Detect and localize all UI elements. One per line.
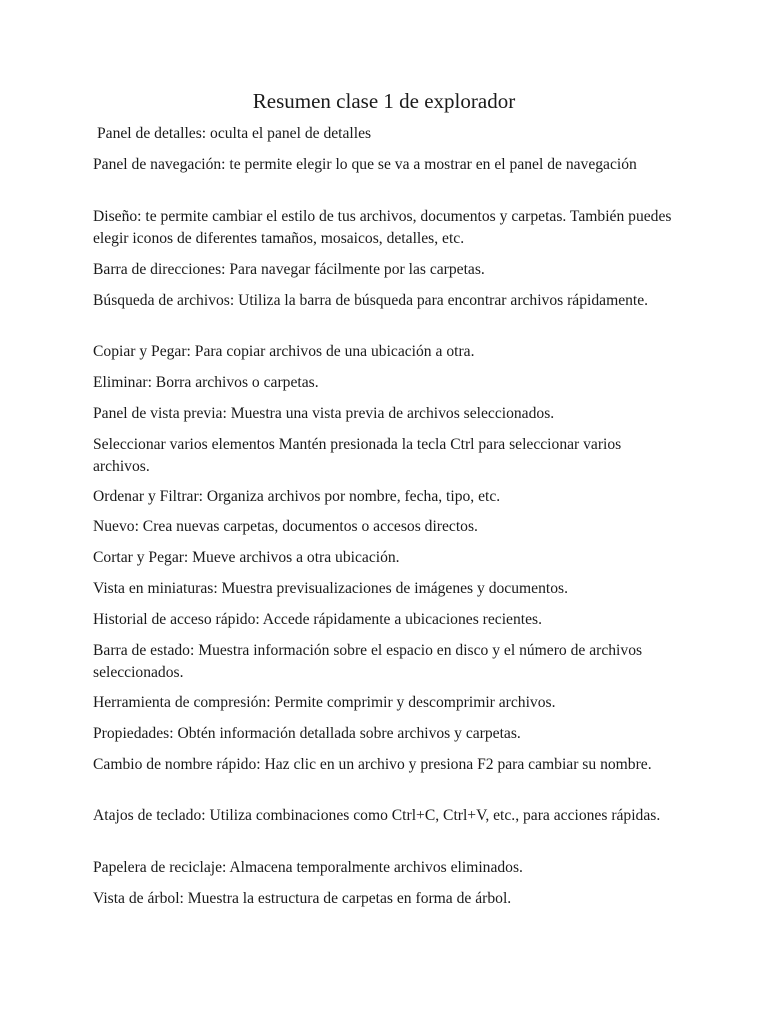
paragraph-vista-miniaturas: Vista en miniaturas: Muestra previsualizaciones de imágenes y documentos.	[93, 580, 568, 597]
paragraph-propiedades: Propiedades: Obtén información detallada sobre archivos y carpetas.	[93, 725, 521, 742]
paragraph-barra-direcciones: Barra de direcciones: Para navegar fácilmente por las carpetas.	[93, 261, 485, 278]
paragraph-panel-vista-previa: Panel de vista previa: Muestra una vista previa de archivos seleccionados.	[93, 405, 555, 422]
paragraph-cortar-pegar: Cortar y Pegar: Mueve archivos a otra ubicación.	[93, 549, 400, 566]
paragraph-panel-navegacion: Panel de navegación: te permite elegir lo que se va a mostrar en el panel de navegación	[93, 156, 637, 173]
paragraph-nuevo: Nuevo: Crea nuevas carpetas, documentos o accesos directos.	[93, 518, 478, 535]
paragraph-ordenar-filtrar: Ordenar y Filtrar: Organiza archivos por nombre, fecha, tipo, etc.	[93, 488, 501, 505]
paragraph-panel-detalles: Panel de detalles: oculta el panel de detalles	[97, 125, 372, 142]
paragraph-copiar-pegar: Copiar y Pegar: Para copiar archivos de una ubicación a otra.	[93, 343, 475, 360]
paragraph-seleccionar-varios: Seleccionar varios elementos Mantén presionada la tecla Ctrl para seleccionar varios archivos.	[93, 436, 622, 475]
paragraph-papelera-reciclaje: Papelera de reciclaje: Almacena temporalmente archivos eliminados.	[93, 859, 523, 876]
paragraph-atajos-teclado: Atajos de teclado: Utiliza combinaciones como Ctrl+C, Ctrl+V, etc., para acciones rápidas.	[93, 807, 661, 824]
document-title: Resumen clase 1 de explorador	[252, 89, 516, 113]
paragraph-busqueda-archivos: Búsqueda de archivos: Utiliza la barra de búsqueda para encontrar archivos rápidamente.	[93, 292, 649, 309]
paragraph-diseno: Diseño: te permite cambiar el estilo de tus archivos, documentos y carpetas. También puedes elegir iconos de diferentes tamaños, mosaicos, detalles, etc.	[93, 208, 672, 247]
paragraph-cambio-nombre: Cambio de nombre rápido: Haz clic en un archivo y presiona F2 para cambiar su nombre.	[93, 756, 652, 773]
paragraph-herramienta-compresion: Herramienta de compresión: Permite comprimir y descomprimir archivos.	[93, 694, 556, 711]
paragraph-historial-acceso: Historial de acceso rápido: Accede rápidamente a ubicaciones recientes.	[93, 611, 542, 628]
paragraph-vista-arbol: Vista de árbol: Muestra la estructura de carpetas en forma de árbol.	[93, 890, 512, 907]
paragraph-eliminar: Eliminar: Borra archivos o carpetas.	[93, 374, 319, 391]
paragraph-barra-estado: Barra de estado: Muestra información sobre el espacio en disco y el número de archivos seleccionados.	[93, 642, 643, 681]
